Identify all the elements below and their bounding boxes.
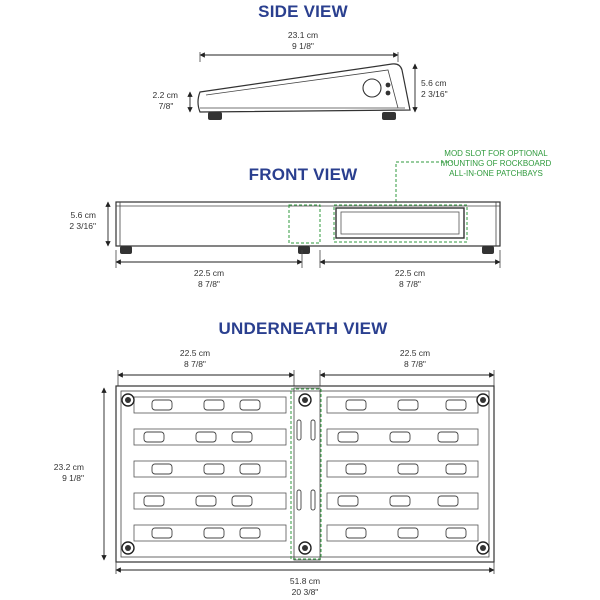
slot-cutout [390,432,410,442]
side-front-height-in: 7/8" [158,101,174,111]
foot [482,246,494,254]
slot-cutout [346,400,366,410]
screw-head-icon [302,545,308,551]
slot-cutout [240,464,260,474]
joint-slot [311,490,315,510]
slot-cutout [196,432,216,442]
slot-cutout [338,496,358,506]
slot-cutout [232,496,252,506]
joint-slot [311,420,315,440]
slot-cutout [398,464,418,474]
side-width-cm: 23.1 cm [287,30,319,40]
side-front-height-cm: 2.2 cm [152,90,178,100]
screw-head-icon [480,545,486,551]
under-total-width-cm: 51.8 cm [289,576,321,586]
slot-cutout [204,464,224,474]
front-view [69,149,551,289]
foot [382,112,396,120]
slot-cutout [446,400,466,410]
side-view [152,2,447,120]
slot-cutout [204,400,224,410]
underneath-view [54,319,494,597]
mod-slot [336,208,464,238]
slot-cutout [240,528,260,538]
screw-head-icon [480,397,486,403]
under-right-width-cm: 22.5 cm [399,348,431,358]
joint-slot [297,420,301,440]
front-right-width-cm: 22.5 cm [394,268,426,278]
screw-icon [386,83,391,88]
side-back-height-cm: 5.6 cm [421,78,447,88]
knob-icon [363,79,381,97]
slot-cutout [144,432,164,442]
slot-cutout [204,528,224,538]
under-left-width-cm: 22.5 cm [179,348,211,358]
slot-cutout [438,432,458,442]
slot-cutout [446,464,466,474]
slot-cutout [240,400,260,410]
slot-cutout [390,496,410,506]
slot-cutout [152,400,172,410]
slot-cutout [398,400,418,410]
front-view-title: FRONT VIEW [248,165,358,184]
mod-slot-note-line-3: ALL-IN-ONE PATCHBAYS [449,169,543,178]
side-width-in: 9 1/8" [292,41,314,51]
screw-icon [386,91,391,96]
slot-cutout [398,528,418,538]
slot-cutout [346,464,366,474]
side-back-height-in: 2 3/16" [421,89,448,99]
under-right-width-in: 8 7/8" [404,359,426,369]
front-height-cm: 5.6 cm [70,210,96,220]
slot-cutout [346,528,366,538]
front-left-width-in: 8 7/8" [198,279,220,289]
slot-cutout [438,496,458,506]
slot-cutout [152,464,172,474]
slot-cutout [144,496,164,506]
front-height-in: 2 3/16" [69,221,96,231]
foot [208,112,222,120]
side-view-title: SIDE VIEW [258,2,348,21]
slot-cutout [152,528,172,538]
front-right-width-in: 8 7/8" [399,279,421,289]
joint-slot [297,490,301,510]
under-height-in: 9 1/8" [62,473,84,483]
screw-head-icon [302,397,308,403]
mod-slot-leader [396,162,452,202]
slot-cutout [338,432,358,442]
foot [298,246,310,254]
underneath-view-title: UNDERNEATH VIEW [218,319,388,338]
slot-cutout [232,432,252,442]
mod-slot-note-line-1: MOD SLOT FOR OPTIONAL [444,149,548,158]
mod-slot-note-line-2: MOUNTING OF ROCKBOARD [440,159,552,168]
front-left-width-cm: 22.5 cm [193,268,225,278]
under-total-width-in: 20 3/8" [291,587,319,597]
slot-cutout [196,496,216,506]
screw-head-icon [125,545,131,551]
foot [120,246,132,254]
screw-head-icon [125,397,131,403]
slot-cutout [446,528,466,538]
under-height-cm: 23.2 cm [53,462,84,472]
under-left-width-in: 8 7/8" [184,359,206,369]
